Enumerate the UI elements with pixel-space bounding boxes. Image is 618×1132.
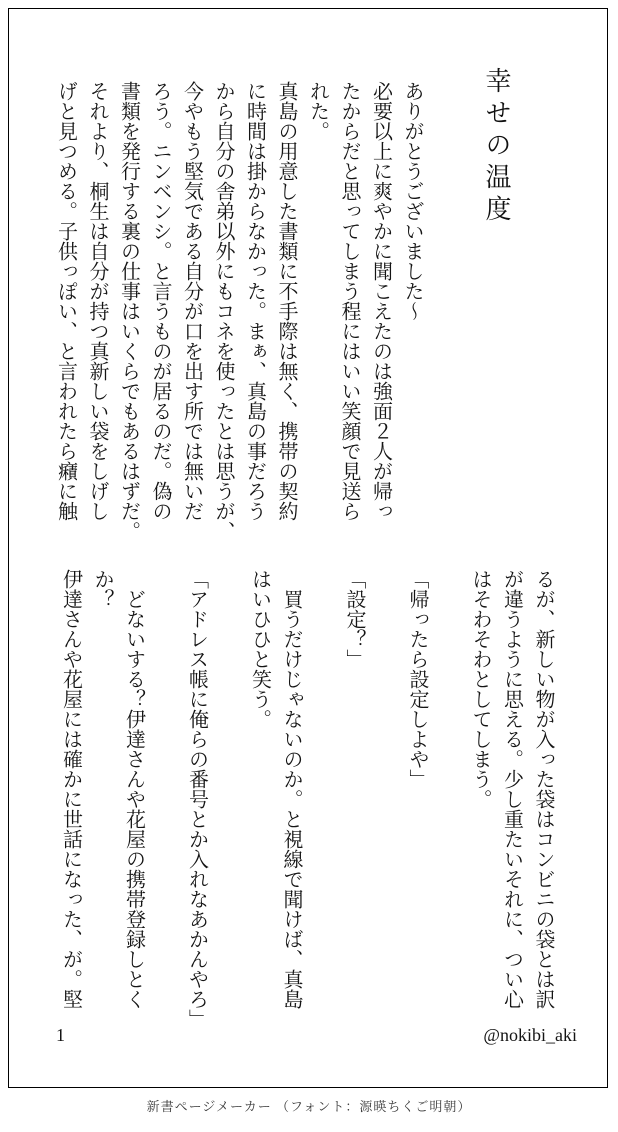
body-line: はそわそわとしてしまう。	[469, 569, 491, 809]
body-line: どないする？伊達さんや花屋の携帯登録しとく	[122, 569, 145, 1009]
page-title: 幸せの温度	[482, 67, 511, 227]
body-line: 「帰ったら設定しよや」	[406, 569, 428, 789]
body-line: 「アドレス帳に俺らの番号とか入れなあかんやろ」	[185, 569, 208, 1029]
body-line: ありがとうございました～	[401, 81, 423, 321]
body-line-blank	[212, 569, 244, 1021]
body-line: るが、新しい物が入った袋はコンビニの袋とは訳	[532, 569, 554, 1009]
upper-text-block	[49, 81, 427, 541]
body-line: か？	[91, 569, 113, 609]
body-line-blank	[306, 569, 338, 1021]
body-line: 買うだけじゃないのか。と視線で聞けば、真島	[280, 569, 302, 1009]
body-line: 「設定？」	[343, 569, 365, 669]
body-line: 真島の用意した書類に不手際は無く、携帯の契約	[275, 81, 297, 521]
page-number: 1	[56, 1025, 65, 1045]
body-line: ろう。ニンベンシ。と言うものが居るのだ。偽の	[149, 81, 171, 521]
body-line: 伊達さんや花屋には確かに世話になった、が。堅	[59, 569, 82, 1009]
footer-caption: 新書ページメーカー （フォント：源暎ちくご明朝）	[146, 1099, 472, 1114]
body-line-blank	[149, 569, 181, 1021]
body-line: 書類を発行する裏の仕事はいくらでもあるはずだ。	[117, 81, 140, 541]
body-line: 今やもう堅気である自分が口を出す所では無いだ	[180, 81, 203, 521]
body-line: たからだと思ってしまう程にはいい笑顔で見送ら	[338, 81, 360, 521]
lower-text-block	[54, 569, 558, 1029]
author-handle: @nokibi_aki	[483, 1025, 577, 1045]
body-line-blank	[432, 569, 464, 1021]
body-line: 必要以上に爽やかに聞こえたのは強面２人が帰っ	[369, 81, 392, 521]
body-line: れた。	[306, 81, 329, 141]
body-line: それより、桐生は自分が持つ真新しい袋をしげし	[86, 81, 108, 521]
body-line: はいひひと笑う。	[248, 569, 271, 729]
body-line-blank	[369, 569, 401, 1021]
body-line: から自分の舎弟以外にもコネを使ったとは思うが、	[212, 81, 234, 541]
page-card	[8, 8, 608, 1088]
body-line: に時間は掛からなかった。まぁ、真島の事だろう	[243, 81, 266, 521]
body-line: が違うように思える。少し重たいそれに、つい心	[500, 569, 523, 1009]
body-line: げと見つめる。子供っぽい、と言われたら癪に触	[54, 81, 77, 521]
